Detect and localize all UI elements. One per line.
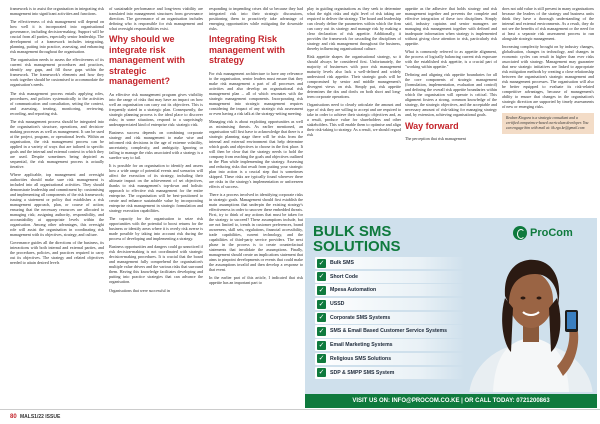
ad-service-label: Short Code xyxy=(330,273,358,280)
author-bio-box: Reuben Kiogora is a strategic consultant and a certified competence-based curriculum developer. You can engage him with mail at: kk.rgo.ke@gmail.com xyxy=(502,113,594,133)
checkmark-icon: ✓ xyxy=(318,354,325,363)
ad-service-item xyxy=(315,353,465,365)
procom-logo xyxy=(513,224,593,242)
paragraph: Increasing complexity brought on by industry changes, globalisation, changes in technology, and changes in economic cycles can result in higher than ever risks associated with strategy. Management may guarantee that new strategic initiatives are linked to appropriate risk mitigation methods by creating a close relationship between the organisation's strategic management and risk management processes. The organisation will also be better equipped to evaluate its risk-related competitive advantages, because of management's ability to ensure that changes in the organisation's strategic direction are supported by timely assessments of new or emerging risks. xyxy=(502,44,594,110)
woman-with-phone-photo xyxy=(465,248,597,392)
paragraph: The organisation needs to assess the effectiveness of its current risk management procedures and practices, identify any gaps, and fill those gaps within the framework. The framework's elements and how they work together should be customised to accommodate the organisation's needs. xyxy=(10,57,104,88)
article-column-5 xyxy=(405,6,497,144)
procom-logo-text: ProCom xyxy=(530,227,573,239)
paragraph: Governance guides all the directions of the business, its interactions with both internal and external parties, and the procedures, policies, and practices required to carry out its objectives. The strategy and related objectives needed to attain desired levels xyxy=(10,240,104,266)
issue-label: MALS1/22 ISSUE xyxy=(20,414,61,420)
checkmark-icon: ✓ xyxy=(318,340,325,349)
column-5-intro xyxy=(405,6,497,117)
column-3-body xyxy=(209,71,303,286)
checkmark-icon: ✓ xyxy=(318,299,325,308)
heading-integrating-risk: Integrating Risk management with strategy xyxy=(209,34,286,66)
column-5-body xyxy=(405,136,497,141)
ad-service-item xyxy=(315,284,465,296)
ad-service-item xyxy=(315,257,465,269)
paragraph: of sustainable performance and long-term viability are translated into management structures from governance direction. The governance of an organisation includes defining who is responsible for risk management and what oversight responsibilities exist. xyxy=(109,6,203,31)
article-column-1 xyxy=(10,6,104,268)
paragraph: Managing risk is about exploiting opportunities as well as minimising threats. As earlier mentioned, an organisation will first have to acknowledge that there is a strategic planning stage there will be risks from the internal and external environment that help determine which goals and objectives to choose in the first place. It will then be clear that the strategy needs to hold the company from reaching the goals and objectives outlined in the Plan while implementing the strategy. Assessing and reducing risks that result from putting your strategic plan into action is a crucial step that is sometimes skipped. These risks are typically found wherever there are risks in the strategy's implementation or unforeseen effects of success. xyxy=(209,118,303,189)
ad-service-label: SMS & Email Based Customer Service Systems xyxy=(330,328,448,335)
column-6-body xyxy=(502,6,594,109)
ad-subtitle: SOLUTIONS xyxy=(313,238,401,255)
article-column-4 xyxy=(307,6,401,141)
paragraph: The effectiveness of risk management will depend on how well it is incorporated into organisational governance, including decision-making. Support will be crucial from all parties, especially senior leadership. The development of a framework includes integrating, planning, putting into practice, assessing, and enhancing risk management throughout the organisation. xyxy=(10,19,104,55)
checkmark-icon: ✓ xyxy=(318,258,325,267)
paragraph: An effective risk management program gives visibility into the range of risks that may have an impact on how well an organisation can carry out its objectives. This is frequently stated in a strategic plan. Consequently, the strategic planning process is the ideal place to discover risks; in some situations, respond to a surprisingly underappreciated kind of enterprise risk: strategic risk. xyxy=(109,91,203,127)
procom-logo-icon xyxy=(513,226,527,240)
column-3-intro xyxy=(209,6,303,31)
paragraph: Organisations need to clearly articulate the amount and type of risk they are willing to accept and are required to take in order to achieve their strategic objectives and, as a result, produce value for shareholders and other stakeholders. This will enable them to optimise and align their risk-taking to strategy. As a result, we should regard risk xyxy=(307,102,401,138)
heading-why-integrate: Why should we integrate risk management with strategic management? xyxy=(109,34,186,87)
article-column-3 xyxy=(209,6,303,288)
paragraph: The risk management process should be integrated into the organisation's structure, operations, and decision-making processes as well as management. It can be used at the project, program, or operational levels. Within an organisation, the risk management process can be applied in a variety of ways that are tailored to specific goals and the internal and external context in which they are used. Despite sometimes being depicted as sequential, the risk management process is actually iterative. xyxy=(10,118,104,169)
paragraph: Where applicable, top management and oversight authorities should make sure risk management is included into all organisational activities. They should demonstrate leadership and commitment by: customising and implementing all components of the risk framework; issuing a statement or policy that establishes a risk management approach, plan, or course of action; ensuring that the necessary resources are allocated to managing risk; assigning authority, responsibility, and accountability at appropriate levels within the organisation. Among other advantages, this oversight role will assist the organisation in coordinating risk management with its objectives, strategy, and culture. xyxy=(10,171,104,237)
ad-service-item xyxy=(315,312,465,324)
paragraph: It is possible for an organisation to identify and assess how a wide range of potential events and scenarios will affect the execution of its strategy, including their ultimate impact on the achievement of set objectives, thanks to risk management's top-down and holistic approach to effective risk management for the entire enterprise. The organisation will be best-positioned to create and enhance sustainable value by incorporating enterprise risk management in strategic formulation and strategy execution capabilities. xyxy=(109,163,203,214)
paragraph: Risk appetite shapes the organisational strategy, so it should always be considered first. Unfortunately, the majority of businesses with poor risk management maturity levels also lack a well-defined and widely understood risk appetite. Their strategic goals will be compromised by senior and middle management's divergent views on risk. Simply put, risk appetite determines the dos and don'ts on both short and long-term corporate operations. xyxy=(307,54,401,100)
page-number: 80 xyxy=(10,414,17,420)
ad-service-item xyxy=(315,298,465,310)
paragraph: For risk management architecture to have any relevance to the organisation, senior leaders must ensure that they make risk management a part of all processes and activities and also develop an organisational risk management plan – all of which resonates with the strategic management components. Incorporating risk management into strategic management requires considering the impact of any strategic risk assessment or even having a risk talk at the strategy-setting meeting. xyxy=(209,70,303,116)
checkmark-icon: ✓ xyxy=(318,368,325,377)
paragraph: The risk management process entails applying roles, procedures, and policies systematically to the activities of communication and consultation, setting the context, and assessing, treating, monitoring, reviewing, recording, and reporting risk. xyxy=(10,90,104,116)
paragraph: Business opportunities and dangers could go unnoticed if risk decision-making is not coordinated with strategic decision-making procedures. It is crucial that the board and management fully comprehend the organisation's multiple value drivers and the various risks that surround them. Having this knowledge facilitates developing and putting into practice strategies that can advance the organisation. xyxy=(109,244,203,285)
paragraph: play in guiding organisations as they seek to determine what the right risks and right level of risk taking are required to deliver the strategy. The board and leadership can clearly define the parameters within which the firm can carry out its strategy and manage risk by making a clear declaration of risk appetite. Additionally, it provides the framework for cascading the disciplines of strategy and risk management throughout the business, thereby influencing organisational culture. xyxy=(307,6,401,51)
paragraph: The perception that risk management xyxy=(405,136,466,142)
paragraph: does not add value is still present in many organisations because the leaders of the strategy and business units think they have a thorough understanding of the internal and external environments. As a result, they do not see the benefits of risk management or the need for at least a separate risk assessment process to run alongside strategic management. xyxy=(502,6,594,41)
paragraph: The capacity for the organisation to seize risk opportunities with the potential to boost returns for the business or identify areas where it is overly risk averse is made possible by taking into account risk during the process of developing and implementing a strategy. xyxy=(109,216,203,242)
ad-service-item xyxy=(315,271,465,283)
paragraph: Business success depends on combining corporate strategy and risk management to make wise and informed risk decisions in the age of extreme volatility, uncertainty, complexity, and ambiguity. Ignoring or failing to manage the risks associated with a strategy is a surefire way to fail. xyxy=(109,129,203,160)
paragraph: Organisations that were successful in xyxy=(109,287,170,293)
ad-service-label: Corporate SMS Systems xyxy=(330,314,391,321)
paragraph: There is a process involved in identifying corporate risks in strategic goals. Management should first establish the main assumptions that underpin the existing strategy's effectiveness in order to uncover these embedded threats. First, try to think of any actions that must be taken for the strategy to succeed? These assumptions include, but are not limited to, trends in customer preferences, brand awareness, skill sets, regulations, financial accessibility, trade capabilities, current technology, and the capabilities of third-party service providers. The next phase in the process is to create counterfactual statements that invalidate the assumptions. Finally, management should create an implications statement that aims to pinpoint developments or events that could make the assumptions invalid and then develop a response to that event. xyxy=(209,192,303,273)
paragraph: Defining and aligning risk appetite boundaries for all the core components of strategic management (formulation, implementation, evaluation and control) and defining the overall risk appetite boundaries within which the organisation will operate is critical. This alignment fosters a strong, common knowledge of the strategy, the strategic objectives, and the acceptable and necessary amount of risk-taking for managing strategy and, by extension, achieving organisational goals. xyxy=(405,72,497,118)
ad-service-label: Bulk SMS xyxy=(330,260,354,267)
article-column-6 xyxy=(502,6,594,134)
ad-title: BULK SMS xyxy=(313,223,392,240)
ad-service-label: SDP & SMPP SMS System xyxy=(330,369,395,376)
checkmark-icon: ✓ xyxy=(318,326,325,335)
checkmark-icon: ✓ xyxy=(318,313,325,322)
column-2-intro xyxy=(109,6,203,31)
article-column-2 xyxy=(109,6,203,296)
checkmark-icon: ✓ xyxy=(318,272,325,281)
ad-service-label: Religious SMS Solutions xyxy=(330,355,392,362)
ad-service-item xyxy=(315,367,465,379)
ad-contact-footer[interactable]: VISIT US ON: INFO@PROCOM.CO.KE | OR CALL TODAY: 0721200863 xyxy=(305,394,597,408)
page-footer xyxy=(0,409,600,424)
ad-service-label: Mpesa Automation xyxy=(330,287,377,294)
ad-service-label: USSD xyxy=(330,301,345,308)
ad-service-item xyxy=(315,339,465,351)
paragraph: In the earlier part of this article, I indicated that risk appetite has an important part to xyxy=(209,275,303,286)
heading-way-forward: Way forward xyxy=(405,120,459,131)
bulk-sms-advert[interactable] xyxy=(305,218,597,408)
paragraph: responding to impending crises did so because they had integrated risk into their strategic discussions, positioning them to proactively take advantage of emerging opportunities while mitigating the downside risks. xyxy=(209,6,303,31)
column-2-body xyxy=(109,92,203,293)
ad-services-list xyxy=(315,257,465,380)
checkmark-icon: ✓ xyxy=(318,285,325,294)
paragraph: What is commonly referred to as appetite alignment, the process of logically balancing current risk exposure with the established risk appetite, is a crucial part of "working within appetite." xyxy=(405,49,497,70)
ad-service-item xyxy=(315,325,465,337)
paragraph: appetite as the adhesive that holds strategy and risk management together and prevents the complete and effective integration of these two disciplines. Simply said, industry captains and senior managers are managing risk management together with defined and inadequate information when strategy is implemented without giving close attention to risk, particularly risk appetite. xyxy=(405,6,497,46)
paragraph: framework is to assist the organisation in integrating risk management into significant activities and functions. xyxy=(10,6,104,16)
ad-service-label: Email Marketing Systems xyxy=(330,342,393,349)
